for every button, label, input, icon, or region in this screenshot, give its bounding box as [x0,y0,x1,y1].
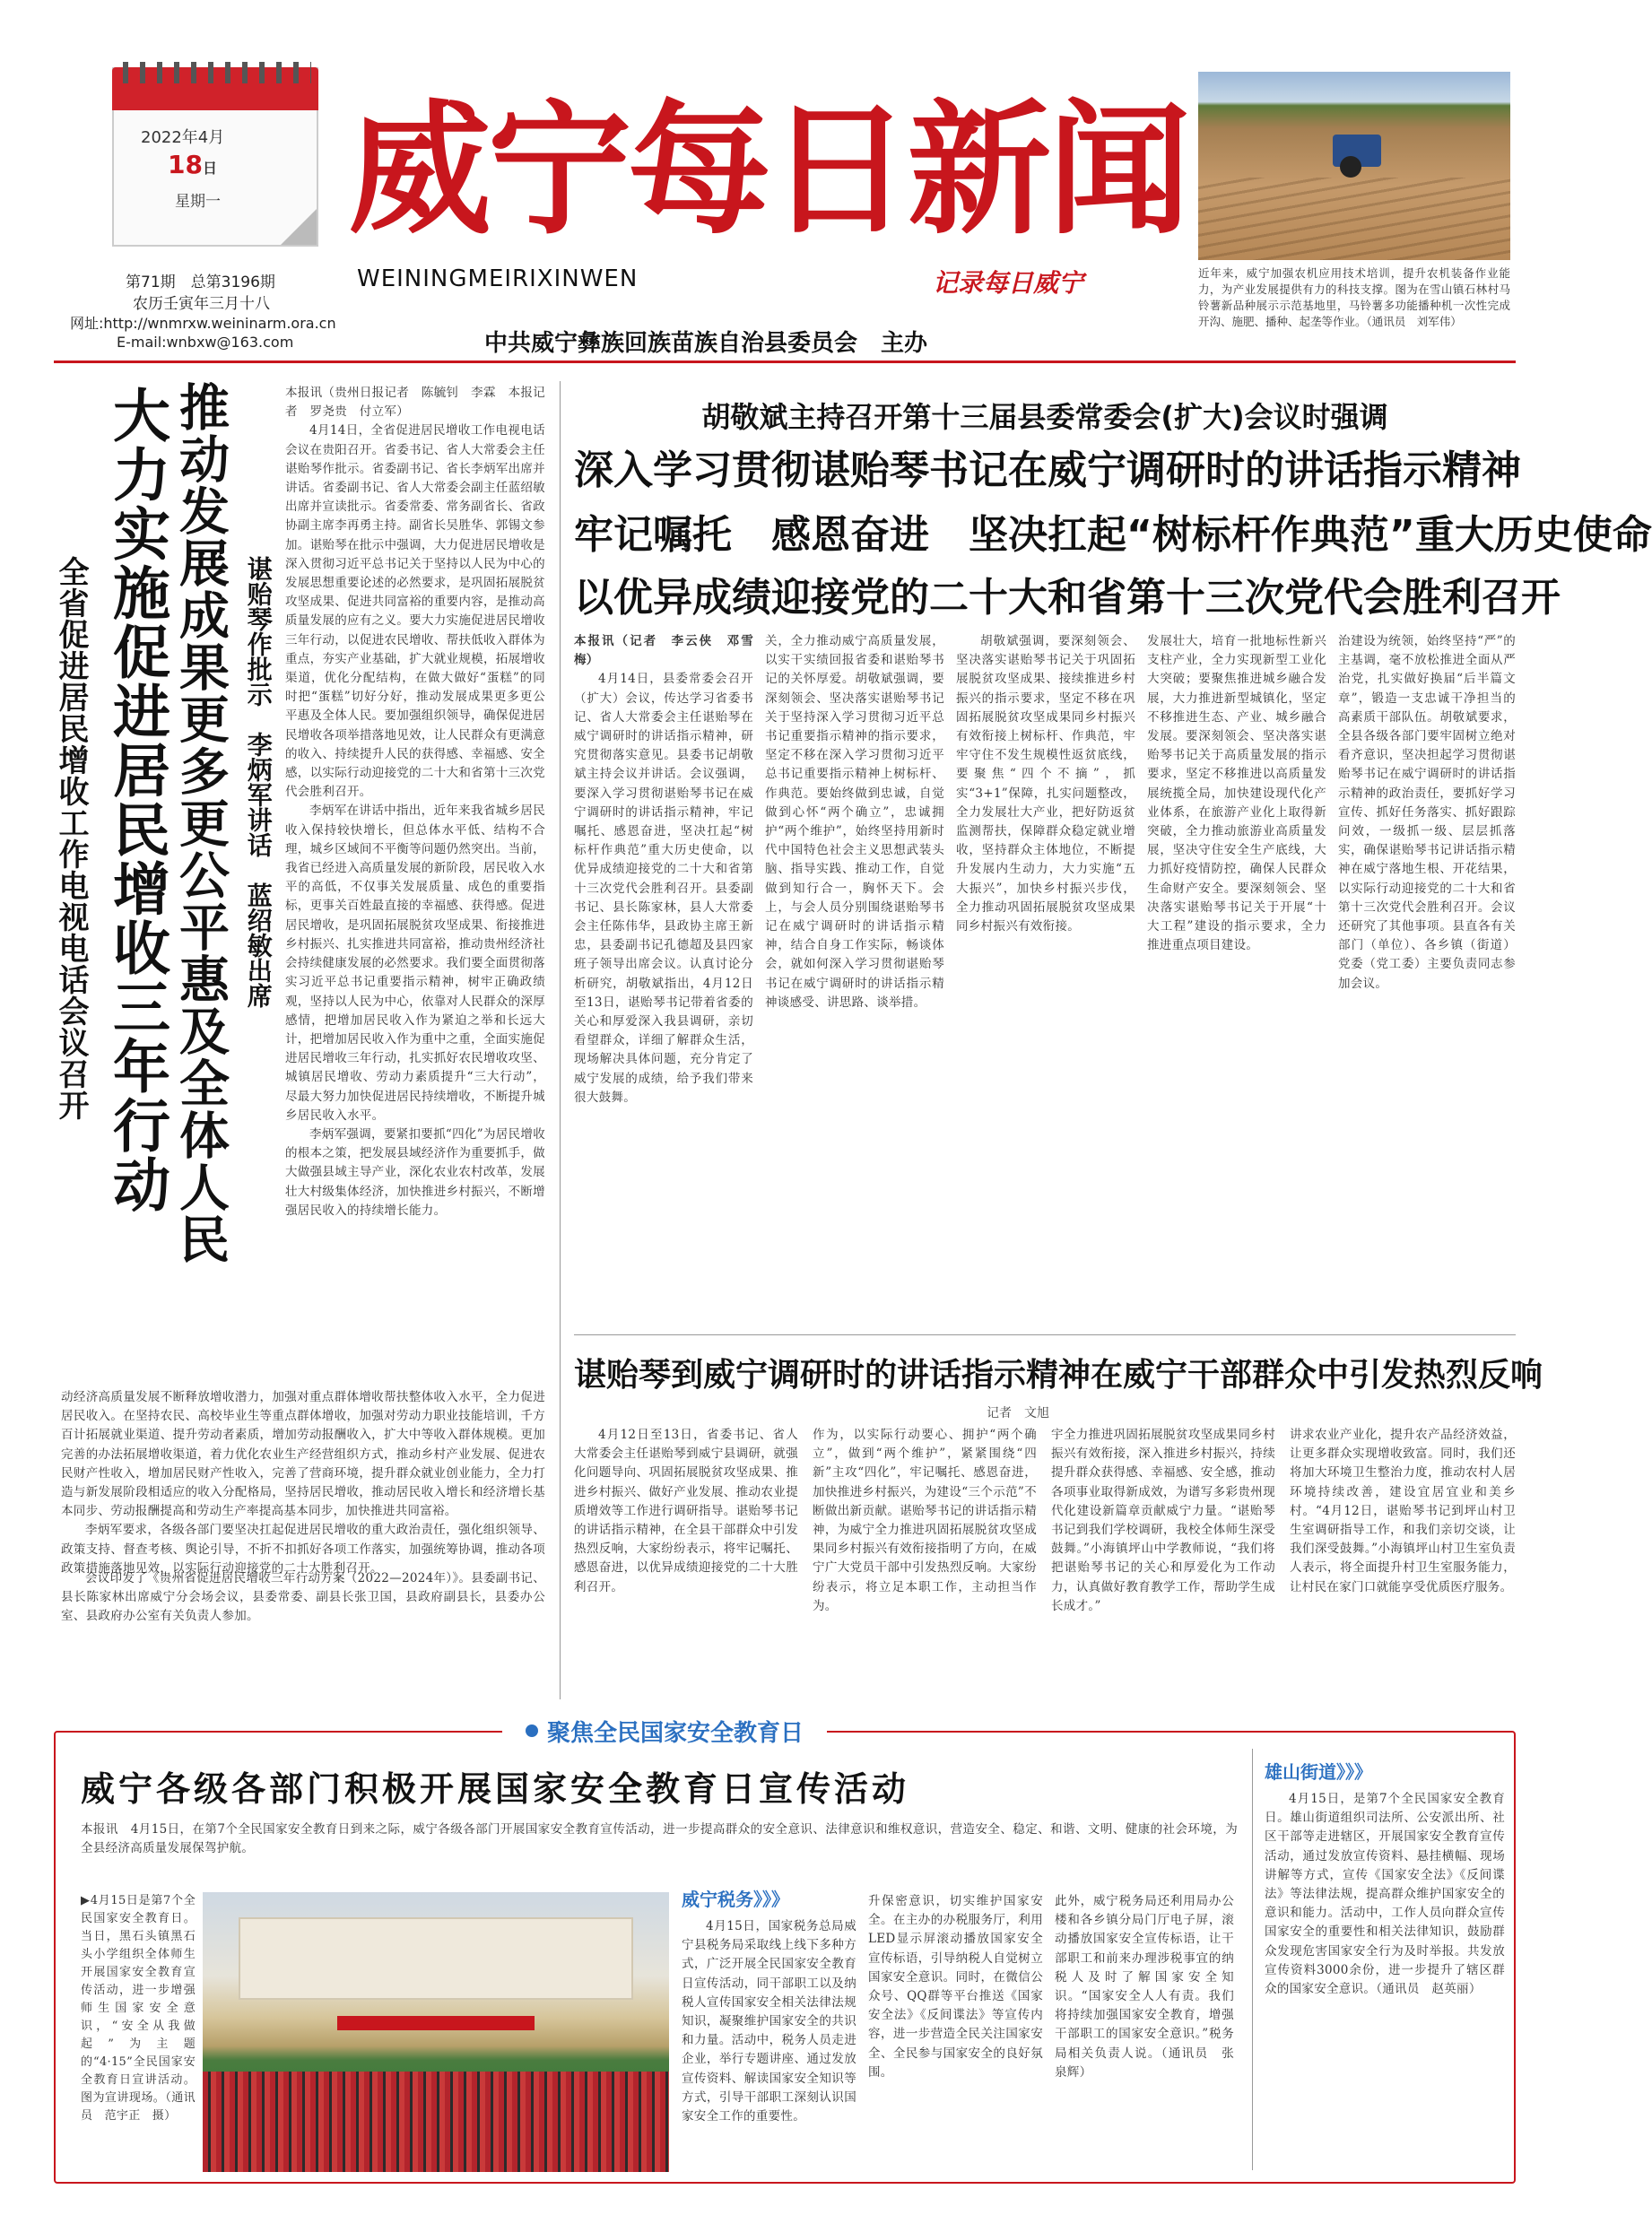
school-building [239,1917,633,2000]
second-col-3 [1051,1426,1275,1695]
masthead-rule [54,361,1516,363]
safety-intro [81,1820,1238,1883]
safety-banner-text: 聚焦全民国家安全教育日 [547,1719,804,1747]
left-article-paragraph: 动经济高质量发展不断释放增收潜力，加强对重点群体增收帮扶整体收入水平，全力促进居民收入。在坚持农民、高校毕业生等重点群体增收，加强对劳动力职业技能培训，千方百计拓展就业渠道、提升劳动者素质，增加劳动报酬收入，扩大中等收入群体规模。更加完善的办法拓展增收渠道，着力优化农业生产经营组织方式，推动乡村产业发展、促进农民财产性收入，增加居民财产性收入，完善了营商环境，提升群众就业创业能力，全力打造与新发展阶段相适应的收入分配格局，坚持居民增收，推动居民收入增长和经济增长基本同步、劳动报酬提高和劳动生产率提高基本同步，加快推进共同富裕。 [61,1390,545,1519]
left-article-paragraph: 李炳军在讲话中指出，近年来我省城乡居民收入保持较快增长，但总体水平低、结构不合理，城乡区域间不平衡等问题仍然突出。当前，我省已经进入高质量发展的新阶段，居民收入水平的高低，不仅事关发展质量、成色的重要指标，更事关百姓最直接的幸福感、获得感。促进居民增收，是巩固拓展脱贫攻坚成果、衔接推进乡村振兴、扎实推进共同富裕，推动贵州经济社会持续健康发展的必然要求。我们要全面贯彻落实习近平总书记重要指示精神，树牢正确政绩观，坚持以人民为中心，依靠对人民群众的深厚感情，把增加居民收入作为紧迫之举和长远大计，把增加居民收入作为重中之重，全面实施促进居民增收三年行动，扎实抓好农民增收攻坚、城镇居民增收、劳动力素质提升“三大行动”，尽最大努力加快促进居民持续增收，不断提升城乡居民收入水平。 [285,804,545,1123]
left-subhead-1: 全省促进居民增收工作电视电话会议召开 [53,556,89,1121]
left-article-body-end [61,1569,545,1699]
second-col-1 [574,1426,798,1695]
chevrons-icon: 》》》 [753,1889,789,1910]
slogan: 记录每日威宁 [933,268,1084,298]
calendar-day-number: 18 [168,150,203,179]
main-col-5 [1338,632,1516,1323]
issue-number: 第71期 总第3196期 [126,274,275,291]
calendar-box [112,67,318,247]
tractor-wheel-icon [1340,156,1361,178]
tax-tag-label: 威宁税务 [682,1889,753,1910]
main-headline-3: 以优异成绩迎接党的二十大和省第十三次党代会胜利召开 [574,575,1561,621]
calendar-page-curl [281,209,317,245]
xiongshan-tag [1265,1758,1372,1784]
xiongshan-tag-label: 雄山街道 [1265,1761,1336,1783]
xiongshan-paragraph: 4月15日，是第7个全民国家安全教育日。雄山街道组织司法所、公安派出所、社区干部等走进辖区，开展国家安全教育宣传活动，通过发放宣传资料、悬挂横幅、现场讲解等方式，宣传《国家安全法》《反间谍法》等法律法规，提高群众维护国家安全的意识和能力。活动中，工作人员向群众宣传国家安全的重要性和相关法律知识，鼓励群众发现危害国家安全行为及时举报。共发放宣传资料3000余份，进一步提升了辖区群众的国家安全意识。（通讯员 赵英丽） [1265,1792,1505,1997]
field-rows [1198,178,1510,260]
main-col-4 [1147,632,1326,1323]
calendar-year-month: 2022年4月 [141,128,225,147]
left-article-body-bottom [61,1388,545,1576]
left-article-paragraph: 4月14日，全省促进居民增收工作电视电话会议在贵阳召开。省委书记、省人大常委会主任谌贻琴作批示。省委副书记、省长李炳军出席并讲话。省委副书记、省人大常委会副主任蓝绍敏出席并宣读批示。省委常委、常务副省长、省政协副主席李再勇主持。副省长吴胜华、郭锡文参加。谌贻琴在批示中强调，大力促进居民增收是深入贯彻习近平总书记关于坚持以人民为中心的发展思想重要论述的必然要求，是巩固拓展脱贫攻坚成果、促进共同富裕的重要内容，是推动高质量发展的应有之义。要大力实施促进居民增收三年行动，以促进农民增收、帮扶低收入群体为重点，夯实产业基础，扩大就业规模，拓展增收渠道，优化分配结构，在做大做好“蛋糕”的同时把“蛋糕”切好分好，推动发展成果更多更公平惠及全体人民。要加强组织领导，确保促进居民增收各项举措落地见效，让人民群众有更满意的收入、持续提升人民的获得感、幸福感、安全感，以实际行动迎接党的二十大和省第十三次党代会胜利召开。 [285,423,545,800]
safety-right-divider [1252,1749,1253,2170]
second-paragraph: 讲求农业产业化，提升农产品经济效益，让更多群众实现增收致富。同时，我们还将加大环境卫生整治力度，推动农村人居环境持续改善，建设宜居宜业和美乡村。“4月12日，谌贻琴书记到坪山村卫生室调研指导工作，和我们亲切交谈，让我们深受鼓舞。”小海镇坪山村卫生室负责人表示，将全面提升村卫生室服务能力，让村民在家门口就能享受优质医疗服务。 [1290,1428,1516,1594]
second-headline: 谌贻琴到威宁调研时的讲话指示精神在威宁干部群众中引发热烈反响 [574,1357,1543,1394]
section-divider [574,1334,1516,1335]
second-paragraph: 作为，以实际行动要心、拥护“两个确立”，做到“两个维护”，紧紧围绕“四新”主攻“四化”，牢记嘱托、感恩奋进，加快推进乡村振兴，为建设“三个示范”不断做出新贡献。谌贻琴书记的讲话指示精神，为威宁全力推进巩固拓展脱贫攻坚成果同乡村振兴有效衔接指明了方向，在威宁广大党员干部中引发热烈反响。大家纷纷表示，将立足本职工作，主动担当作为。 [813,1428,1037,1613]
left-article-paragraph: 会议印发了《贵州省促进居民增收三年行动方案（2022—2024年）》。县委副书记、县长陈家林出席威宁分会场会议，县委常委、副县长张卫国，县政府副县长，县委办公室、县政府办公室有关负责人参加。 [61,1571,546,1624]
main-col-1 [574,632,753,1323]
xiongshan-col [1265,1790,1505,2174]
left-article-paragraph: 李炳军要求，各级各部门要坚决扛起促进居民增收的重大政治责任，强化组织领导、政策支持、督查考核、舆论引导，不折不扣抓好各项工作落实，加强统筹协调，推动各项政策措施落地见效，以实际行动迎接党的二十大胜利召开。 [61,1523,545,1576]
masthead-photo-caption: 近年来，威宁加强农机应用技术培训，提升农机装备作业能力，为产业发展提供有力的科技支撑。图为在雪山镇石林村马铃薯新品种展示示范基地里，马铃薯多功能播种机一次性完成开沟、施肥、播种、起垄等作业。（通讯员 刘军伟） [1198,266,1510,328]
main-paragraph: 发展壮大，培育一批地标性新兴支柱产业，全力实现新型工业化大突破；要聚焦推进城乡融合发展，大力推进新型城镇化，坚定不移推进生态、产业、城乡融合发展。要深刻领会、坚决落实谌贻琴书记关于高质量发展的指示要求，坚定不移推进以高质量发展统揽全局，加快建设现代化产业体系，在旅游产业化上取得新突破，全力推动旅游业高质量发展，坚决守住安全生产底线，大力抓好疫情防控，确保人民群众生命财产安全。要深刻领会、坚决落实谌贻琴书记关于开展“十大工程”建设的指示要求，全力推进重点项目建设。 [1147,634,1326,953]
second-paragraph: 宇全力推进巩固拓展脱贫攻坚成果同乡村振兴有效衔接，深入推进乡村振兴，持续提升群众获得感、幸福感、安全感，推动各项事业取得新成效，为谱写多彩贵州现代化建设新篇章贡献威宁力量。“谌贻琴书记到我们学校调研，我校全体师生深受鼓舞。”小海镇坪山中学教师说，“我们将把谌贻琴书记的关心和厚爱化为工作动力，认真做好教育教学工作，帮助学生成长成才。” [1051,1428,1275,1613]
main-paragraph: 治建设为统领，始终坚持“严”的主基调，毫不放松推进全面从严治党，扎实做好换届“后半篇文章”，锻造一支忠诚干净担当的高素质干部队伍。胡敬斌要求，全县各级各部门要牢固树立绝对看齐意识，坚决担起学习贯彻谌贻琴书记在威宁调研时的讲话指示精神的政治责任，要抓好学习宣传、抓好任务落实、抓好跟踪问效，一级抓一级、层层抓落实，确保谌贻琴书记讲话指示精神在威宁落地生根、开花结果，以实际行动迎接党的二十大和省第十三次党代会胜利召开。会议还研究了其他事项。县直各有关部门（单位）、各乡镇（街道）党委（党工委）主要负责同志参加会议。 [1338,634,1516,991]
main-col-3 [956,632,1135,1323]
tax-tag [682,1885,789,1911]
safety-intro-text: 本报讯 4月15日，在第7个全民国家安全教育日到来之际，威宁各级各部门开展国家安全教育宣传活动，进一步提高群众的安全意识、法律意识和维权意识，营造安全、稳定、和谐、文明、健康的社会环境，为全县经济高质量发展保驾护航。 [81,1822,1238,1856]
left-headline-2: 大力实施促进居民增收三年行动 [103,386,170,1214]
tax-col-2 [868,1892,1043,2177]
left-headline-1: 推动发展成果更多更公平惠及全体人民 [171,381,230,1265]
main-paragraph: 关，全力推动威宁高质量发展，以实干实绩回报省委和谌贻琴书记的关怀厚爱。胡敬斌强调，要深刻领会、坚决落实谌贻琴书记关于坚持深入学习贯彻习近平总书记重要指示精神的指示要求，坚定不移在深入学习贯彻习近平总书记重要指示精神上树标杆、作典范。要始终做到忠诚，自觉做到心怀“两个确立”，忠诚拥护“两个维护”，始终坚持用新时代中国特色社会主义思想武装头脑、指导实践、推动工作，自觉做到知行合一，胸怀天下。会上，与会人员分别围绕谌贻琴书记在威宁调研时的讲话指示精神，结合自身工作实际，畅谈体会，就如何深入学习贯彻谌贻琴书记在威宁调研时的讲话指示精神谈感受、讲思路、谈举措。 [765,634,944,1010]
safety-photo-caption [81,1892,196,2170]
safety-photo-caption-text: ▶4月15日是第7个全民国家安全教育日。当日，黑石头镇黑石头小学组织全体师生开展国家安全教育宣传活动，进一步增强师生国家安全意识，“安全从我做起”为主题的“4·15”全民国家安全教育日宣讲活动。图为宣讲现场。（通讯员 范宇正 摄） [81,1894,196,2123]
tax-col-3 [1055,1892,1234,2177]
safety-photo [203,1892,669,2172]
tax-paragraph: 此外，威宁税务局还利用局办公楼和各乡镇分局门厅电子屏，滚动播放国家安全宣传标语，让干部职工和前来办理涉税事宜的纳税人及时了解国家安全知识。“国家安全人人有责。我们将持续加强国家安全教育，增强干部职工的国家安全意识。”税务局相关负责人说。（通讯员 张泉辉） [1055,1894,1234,2080]
sponsor-line: 中共威宁彝族回族苗族自治县委员会 主办 [484,330,928,357]
second-paragraph: 4月12日至13日，省委书记、省人大常委会主任谌贻琴到威宁县调研，就强化问题导向、巩固拓展脱贫攻坚成果、推进乡村振兴、做好产业发展、推动农业提质增效等工作进行调研指导。谌贻琴书记的讲话指示精神，在全县干部群众中引发热烈反响，大家纷纷表示，将牢记嘱托、感恩奋进，以优异成绩迎接党的二十大胜利召开。 [574,1428,798,1594]
second-byline: 记者 文旭 [987,1406,1049,1420]
school-banner [337,2016,535,2030]
safety-banner [502,1715,827,1747]
calendar-day-suffix: 日 [202,160,217,177]
main-kicker: 胡敬斌主持召开第十三届县委常委会(扩大)会议时强调 [701,400,1388,434]
safety-headline: 威宁各级各部门积极开展国家安全教育日宣传活动 [81,1769,910,1809]
calendar-weekday: 星期一 [175,193,221,211]
column-divider [560,381,561,1699]
tax-col-1 [682,1917,856,2177]
email[interactable]: E-mail:wnbxw@163.com [117,334,294,351]
left-article-byline: 本报讯（贵州日报记者 陈毓钊 李霖 本报记者 罗尧贵 付立军） [285,386,545,420]
students-crowd [203,2072,669,2172]
chevrons-icon: 》》》 [1336,1761,1372,1783]
second-col-2 [813,1426,1037,1695]
main-col-2 [765,632,944,1323]
main-paragraph: 4月14日，县委常委会召开（扩大）会议，传达学习省委书记、省人大常委会主任谌贻琴在威宁调研时的讲话指示精神，研究贯彻落实意见。县委书记胡敬斌主持会议并讲话。会议强调，要深入学习贯彻谌贻琴书记在威宁调研时的讲话指示精神，牢记嘱托、感恩奋进，坚决扛起“树标杆作典范”重大历史使命，以优异成绩迎接党的二十大和省第十三次党代会胜利召开。县委副书记、县长陈家林，县人大常委会主任陈伟华，县政协主席王新忠，县委副书记孔德超及县四家班子领导出席会议。认真讨论分析研究，胡敬斌指出，4月12日至13日，谌贻琴书记带着省委的关心和厚爱深入我县调研，亲切看望群众，详细了解群众生活，现场解决具体问题，充分肯定了威宁发展的成绩，给予我们带来很大鼓舞。 [574,672,753,1105]
tax-paragraph: 升保密意识，切实维护国家安全。在主办的办税服务厅，利用LED显示屏滚动播放国家安全宣传标语，引导纳税人自觉树立国家安全意识。同时，在微信公众号、QQ群等平台推送《国家安全法》《反间谍法》等宣传内容，进一步营造全民关注国家安全、全民参与国家安全的良好氛围。 [868,1894,1043,2080]
calendar-day [168,150,217,179]
left-article-body [285,384,545,1370]
website[interactable]: 网址:http://wnmrxw.weininarm.ora.cn [70,315,336,332]
masthead-photo [1198,72,1510,260]
left-subhead-2: 谌贻琴作批示 李炳军讲话 蓝绍敏出席 [243,556,274,1008]
main-headline-2: 牢记嘱托 感恩奋进 坚决扛起“树标杆作典范”重大历史使命 [574,512,1652,558]
tax-paragraph: 4月15日，国家税务总局威宁县税务局采取线上线下多种方式，广泛开展全民国家安全教育日宣传活动，同干部职工以及纳税人宣传国家安全相关法律法规知识，凝聚维护国家安全的共识和力量。活动中，税务人员走进企业，举行专题讲座、通过发放宣传资料、解读国家安全知识等方式，引导干部职工深刻认识国家安全工作的重要性。 [682,1919,856,2124]
left-article-paragraph: 李炳军强调，要紧扣要抓“四化”为居民增收的根本之策，把发展县域经济作为重要抓手，做大做强县域主导产业，深化农业农村改革，发展壮大村级集体经济，加快推进乡村振兴，不断增强居民收入的持续增长能力。 [285,1126,545,1218]
main-headline-1: 深入学习贯彻谌贻琴书记在威宁调研时的讲话指示精神 [574,447,1521,493]
title-pinyin: WEININGMEIRIXINWEN [357,265,639,292]
banner-bullet-icon [526,1724,538,1737]
main-byline: 本报讯（记者 李云侠 邓雪梅） [574,634,753,668]
newspaper-title: 威宁每日新闻 [348,86,1188,254]
lunar-date: 农历壬寅年三月十八 [133,295,270,313]
main-paragraph: 胡敬斌强调，要深刻领会、坚决落实谌贻琴书记关于巩固拓展脱贫攻坚成果、接续推进乡村振兴的指示要求，坚定不移在巩固拓展脱贫攻坚成果同乡村振兴有效衔接上树标杆、作典范，牢牢守住不发生规模性返贫底线，要聚焦“四个不摘”，抓实“3+1”保障，扎实问题整改，全力发展壮大产业，把好防返贫监测帮扶，保障群众稳定就业增收，坚持群众主体地位，不断提升发展内生动力，大力实施“五大振兴”，加快乡村振兴步伐，全力推动巩固拓展脱贫攻坚成果同乡村振兴有效衔接。 [956,634,1135,934]
second-col-4 [1290,1426,1516,1695]
calendar-rings [123,62,311,83]
